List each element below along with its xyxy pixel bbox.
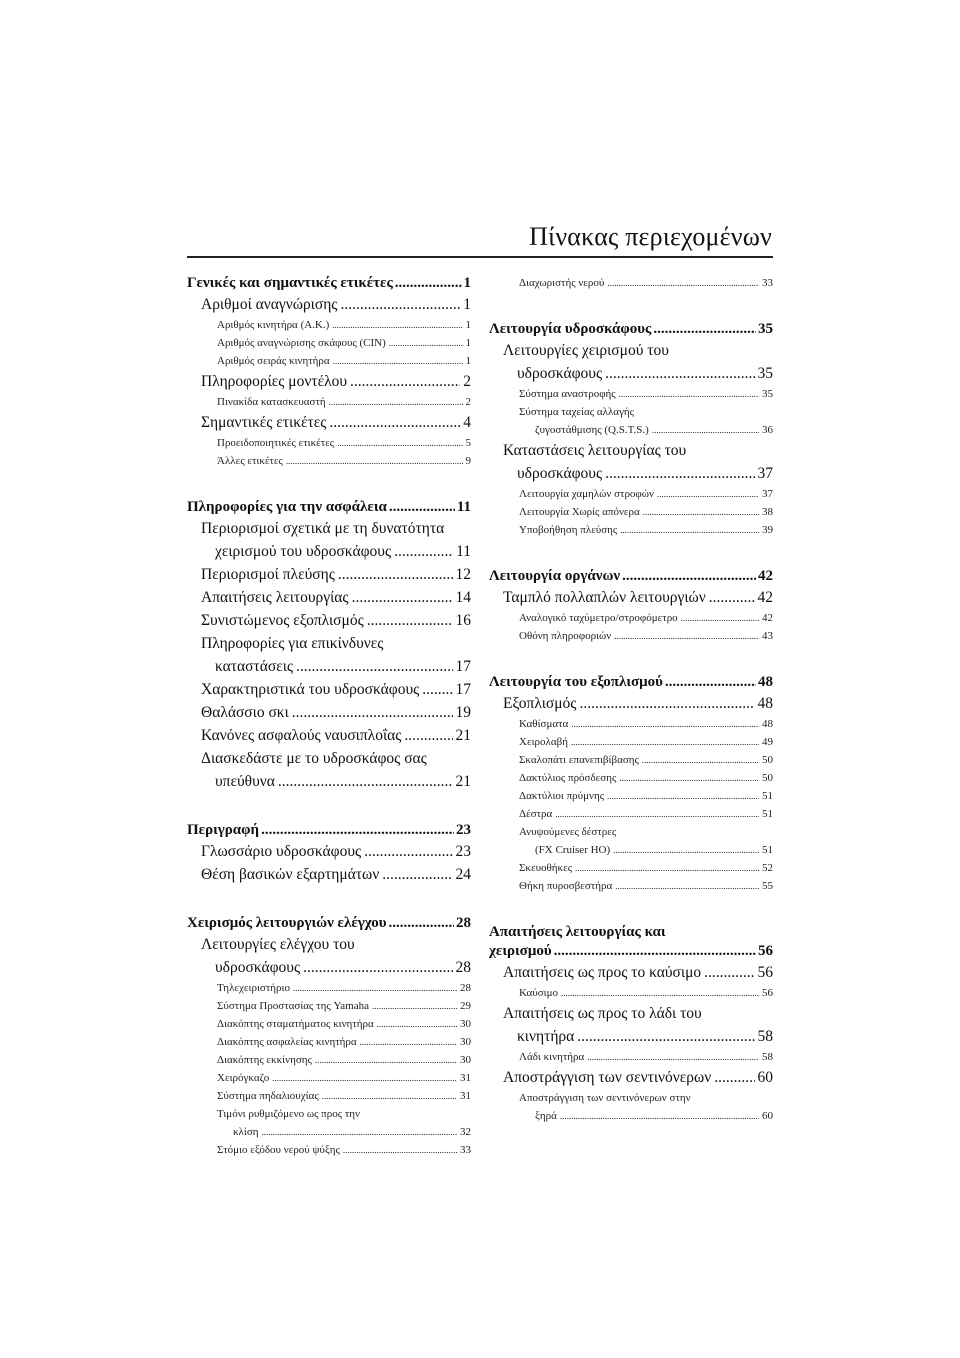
toc-subsection[interactable] [187, 352, 471, 370]
toc-entry-title: Περιορισμοί πλεύσης [201, 566, 335, 583]
toc-section[interactable] [187, 933, 471, 979]
toc-subsection[interactable] [489, 877, 773, 895]
toc-page-number: 28 [455, 959, 471, 976]
toc-entry-title: υδροσκάφους [215, 959, 301, 976]
dot-leader [395, 274, 462, 293]
toc-subsection[interactable] [489, 823, 773, 859]
section-gap [489, 292, 773, 320]
toc-subsection[interactable] [489, 751, 773, 769]
toc-page-number: 51 [762, 808, 773, 820]
dot-leader [315, 1051, 457, 1069]
dot-leader [389, 498, 455, 517]
toc-entry-title: Αποστράγγιση των σεντινόνερων [503, 1069, 712, 1086]
toc-entry-title: Αριθμός σειράς κινητήρα [217, 355, 330, 367]
toc-entry-title: Διαχωριστής νερού [519, 277, 605, 289]
toc-subsection[interactable] [489, 715, 773, 733]
dot-leader [261, 821, 454, 840]
toc-subsection[interactable] [489, 1089, 773, 1125]
toc-entry-title: Γενικές και σημαντικές ετικέτες [187, 275, 393, 291]
toc-page-number: 19 [455, 704, 471, 721]
toc-page-number: 56 [757, 964, 773, 981]
toc-entry-title: Λειτουργία υδροσκάφους [489, 321, 652, 337]
toc-entry-title: Κανόνες ασφαλούς ναυσιπλοΐας [201, 727, 402, 744]
dot-leader [272, 1069, 457, 1087]
toc-page-number: 17 [455, 658, 471, 675]
toc-entry-title: Τηλεχειριστήριο [217, 982, 290, 994]
toc-entry-title: Διακόπτης εκκίνησης [217, 1054, 312, 1066]
toc-subsection[interactable] [187, 1033, 471, 1051]
toc-section[interactable] [187, 701, 471, 724]
toc-page-number: 58 [762, 1051, 773, 1063]
toc-page-number: 4 [463, 414, 471, 431]
toc-entry-title: Πινακίδα κατασκευαστή [217, 396, 326, 408]
toc-section[interactable] [489, 439, 773, 485]
toc-page-number: 56 [758, 943, 773, 959]
toc-entry-title: κλίση [233, 1126, 259, 1138]
toc-page-number: 37 [757, 465, 773, 482]
toc-entry-title: Λάδι κινητήρα [519, 1051, 585, 1063]
dot-leader [579, 692, 754, 715]
dot-leader [367, 609, 453, 632]
toc-section[interactable] [187, 632, 471, 678]
title-rule [187, 256, 773, 258]
toc-entry-title: Σύστημα Προστασίας της Yamaha [217, 1000, 369, 1012]
toc-entry-title: Σημαντικές ετικέτες [201, 414, 327, 431]
toc-chapter[interactable] [489, 923, 773, 961]
toc-page-number: 35 [757, 365, 773, 382]
toc-page-number: 14 [455, 589, 471, 606]
dot-leader [614, 627, 759, 645]
dot-leader [665, 673, 756, 692]
toc-subsection[interactable] [187, 1087, 471, 1105]
toc-section[interactable] [187, 609, 471, 632]
dot-leader [382, 863, 452, 886]
toc-entry-title: Καταστάσεις λειτουργίας του [503, 442, 687, 459]
dot-leader [262, 1123, 457, 1141]
toc-entry-title: Σύστημα πηδαλιουχίας [217, 1090, 319, 1102]
toc-subsection[interactable] [489, 805, 773, 823]
dot-leader [575, 859, 759, 877]
toc-entry-title: υδροσκάφους [517, 465, 603, 482]
toc-chapter[interactable] [489, 673, 773, 692]
dot-leader [352, 586, 453, 609]
toc-entry-title: Χειρισμός λειτουργιών ελέγχου [187, 915, 387, 931]
dot-leader [303, 956, 452, 979]
toc-page-number: 52 [762, 862, 773, 874]
toc-entry-title: Περιγραφή [187, 822, 260, 838]
toc-entry-title: Στόμιο εξόδου νερού ψύξης [217, 1144, 340, 1156]
toc-entry-title: Εξοπλισμός [503, 695, 577, 712]
toc-entry-title: υπεύθυνα [215, 773, 275, 790]
toc-chapter[interactable] [489, 320, 773, 339]
toc-subsection[interactable] [187, 1105, 471, 1141]
page-title: Πίνακας περιεχομένων [529, 222, 772, 251]
toc-section[interactable] [187, 411, 471, 434]
dot-leader [577, 1025, 754, 1048]
toc-subsection[interactable] [489, 1048, 773, 1066]
dot-leader [286, 452, 463, 470]
dot-leader [333, 352, 463, 370]
toc-left-column [187, 274, 471, 1159]
toc-section[interactable] [187, 678, 471, 701]
toc-subsection[interactable] [489, 984, 773, 1002]
toc-page-number: 1 [465, 355, 471, 367]
toc-subsection[interactable] [187, 1069, 471, 1087]
toc-entry-title: Αριθμός αναγνώρισης σκάφους (CIN) [217, 337, 386, 349]
toc-page-number: 23 [456, 822, 471, 838]
toc-subsection[interactable] [489, 627, 773, 645]
section-gap [489, 645, 773, 673]
toc-section[interactable] [187, 747, 471, 793]
toc-page-number: 35 [758, 321, 773, 337]
toc-section[interactable] [489, 961, 773, 984]
toc-page-number: 1 [465, 319, 471, 331]
toc-entry-title: Αριθμός κινητήρα (Α.Κ.) [217, 319, 330, 331]
toc-page-number: 42 [762, 612, 773, 624]
dot-leader [607, 274, 759, 292]
toc-entry-title: Άλλες ετικέτες [217, 455, 283, 467]
dot-leader [709, 586, 755, 609]
toc-page-number: 30 [460, 1036, 471, 1048]
toc-entry-title: Θέση βασικών εξαρτημάτων [201, 866, 380, 883]
toc-page-number: 23 [455, 843, 471, 860]
toc-page-number: 11 [456, 499, 471, 515]
toc-section[interactable] [187, 370, 471, 393]
dot-leader [404, 724, 452, 747]
dot-leader [571, 715, 759, 733]
toc-page-number: 51 [762, 844, 773, 856]
dot-leader [343, 1141, 457, 1159]
toc-subsection[interactable] [489, 787, 773, 805]
toc-page-number: 30 [460, 1018, 471, 1030]
dot-leader [394, 540, 453, 563]
toc-entry-title: Δακτύλιοι πρύμνης [519, 790, 605, 802]
toc-page-number: 31 [460, 1072, 471, 1084]
toc-page-number: 56 [762, 987, 773, 999]
toc-page-number: 21 [455, 727, 471, 744]
toc-right-column [489, 274, 773, 1125]
toc-entry-title: Απαιτήσεις ως προς το λάδι του [503, 1005, 702, 1022]
toc-page-number: 29 [460, 1000, 471, 1012]
toc-entry-title: Γλωσσάριο υδροσκάφους [201, 843, 362, 860]
toc-page-number: 48 [757, 695, 773, 712]
toc-chapter[interactable] [187, 821, 471, 840]
toc-entry-title: ζυγοστάθμισης (Q.S.T.S.) [535, 424, 649, 436]
toc-entry-title: Απαιτήσεις ως προς το καύσιμο [503, 964, 702, 981]
toc-subsection[interactable] [187, 452, 471, 470]
toc-page-number: 42 [758, 568, 773, 584]
dot-leader [377, 1015, 457, 1033]
dot-leader [296, 655, 452, 678]
dot-leader [587, 1048, 759, 1066]
toc-entry-title: καταστάσεις [215, 658, 294, 675]
toc-subsection[interactable] [489, 769, 773, 787]
toc-section[interactable] [187, 563, 471, 586]
toc-entry-title: κινητήρα [517, 1028, 575, 1045]
toc-subsection[interactable] [489, 274, 773, 292]
dot-leader [607, 787, 759, 805]
toc-section[interactable] [187, 293, 471, 316]
toc-entry-title: Πληροφορίες για την ασφάλεια [187, 499, 387, 515]
toc-subsection[interactable] [489, 503, 773, 521]
toc-section[interactable] [187, 724, 471, 747]
toc-entry-title: Περιορισμοί σχετικά με τη δυνατότητα [201, 520, 445, 537]
toc-entry-title: Λειτουργία του εξοπλισμού [489, 674, 663, 690]
toc-chapter[interactable] [187, 274, 471, 293]
dot-leader [555, 805, 759, 823]
toc-entry-title: Αποστράγγιση των σεντινόνερων στην [519, 1092, 691, 1104]
dot-leader [571, 733, 759, 751]
toc-subsection[interactable] [489, 733, 773, 751]
dot-leader [389, 914, 454, 933]
toc-entry-title: Διακόπτης σταματήματος κινητήρα [217, 1018, 374, 1030]
toc-entry-title: χειρισμού του υδροσκάφους [215, 543, 392, 560]
toc-subsection[interactable] [187, 979, 471, 997]
toc-page-number: 9 [465, 455, 471, 467]
toc-entry-title: Χαρακτηριστικά του υδροσκάφους [201, 681, 420, 698]
dot-leader [704, 961, 754, 984]
toc-page-number: 37 [762, 488, 773, 500]
toc-page-number: 31 [460, 1090, 471, 1102]
toc-subsection[interactable] [489, 485, 773, 503]
toc-page-number: 1 [463, 275, 471, 291]
toc-subsection[interactable] [187, 316, 471, 334]
toc-page-number: 5 [465, 437, 471, 449]
toc-entry-title: Δέστρα [519, 808, 553, 820]
toc-subsection[interactable] [489, 521, 773, 539]
toc-subsection[interactable] [187, 1141, 471, 1159]
toc-subsection[interactable] [187, 1015, 471, 1033]
toc-entry-title: Θαλάσσιο σκι [201, 704, 289, 721]
toc-page-number: 55 [762, 880, 773, 892]
toc-entry-title: Ταμπλό πολλαπλών λειτουργιών [503, 589, 706, 606]
toc-entry-title: Απαιτήσεις λειτουργίας [201, 589, 349, 606]
toc-entry-title: Ανυψούμενες δέστρες [519, 826, 617, 838]
toc-subsection[interactable] [187, 334, 471, 352]
toc-entry-title: υδροσκάφους [517, 365, 603, 382]
dot-leader [329, 393, 463, 411]
toc-subsection[interactable] [489, 859, 773, 877]
dot-leader [560, 1107, 759, 1125]
section-gap [489, 895, 773, 923]
toc-page-number: 1 [465, 337, 471, 349]
toc-page-number: 12 [455, 566, 471, 583]
toc-section[interactable] [489, 1002, 773, 1048]
toc-page-number: 42 [757, 589, 773, 606]
dot-leader [657, 485, 759, 503]
toc-page-number: 48 [758, 674, 773, 690]
section-gap [187, 470, 471, 498]
toc-entry-title: Λειτουργία οργάνων [489, 568, 621, 584]
dot-leader [422, 678, 452, 701]
toc-entry-title: (FX Cruiser HO) [535, 844, 611, 856]
toc-subsection[interactable] [187, 393, 471, 411]
toc-entry-title: Λειτουργία χαμηλών στροφών [519, 488, 654, 500]
toc-entry-title: Λειτουργίες χειρισμού του [503, 342, 669, 359]
toc-entry-title: Συνιστώμενος εξοπλισμός [201, 612, 364, 629]
dot-leader [615, 877, 759, 895]
dot-leader [554, 942, 756, 961]
dot-leader [372, 997, 457, 1015]
toc-page-number: 50 [762, 754, 773, 766]
toc-entry-title: Διασκεδάστε με το υδροσκάφος σας [201, 750, 427, 767]
toc-page-number: 33 [460, 1144, 471, 1156]
toc-subsection[interactable] [489, 609, 773, 627]
dot-leader [340, 293, 460, 316]
dot-leader [350, 370, 460, 393]
toc-entry-title: Σκαλοπάτι επανεπιβίβασης [519, 754, 639, 766]
toc-page-number: 28 [460, 982, 471, 994]
toc-section[interactable] [489, 339, 773, 385]
toc-page-number: 32 [460, 1126, 471, 1138]
toc-entry-title: ξηρά [535, 1110, 557, 1122]
toc-entry-title: Προειδοποιητικές ετικέτες [217, 437, 335, 449]
toc-entry-title: Τιμόνι ρυθμιζόμενο ως προς την [217, 1108, 360, 1120]
dot-leader [620, 521, 759, 539]
toc-page-number: 49 [762, 736, 773, 748]
toc-entry-title: Δακτύλιος πρόσδεσης [519, 772, 617, 784]
dot-leader [329, 411, 460, 434]
toc-entry-title: Σύστημα αναστροφής [519, 388, 616, 400]
toc-page-number: 43 [762, 630, 773, 642]
dot-leader [652, 421, 759, 439]
section-gap [187, 793, 471, 821]
toc-entry-title: χειρισμού [489, 943, 552, 959]
toc-page-number: 39 [762, 524, 773, 536]
toc-entry-title: Διακόπτης ασφαλείας κινητήρα [217, 1036, 357, 1048]
toc-page-number: 33 [762, 277, 773, 289]
toc-subsection[interactable] [187, 434, 471, 452]
toc-page-number: 51 [762, 790, 773, 802]
toc-page-number: 2 [463, 373, 471, 390]
toc-page-number: 48 [762, 718, 773, 730]
toc-section[interactable] [187, 863, 471, 886]
toc-page-number: 38 [762, 506, 773, 518]
toc-subsection[interactable] [489, 385, 773, 403]
toc-page-number: 60 [762, 1110, 773, 1122]
dot-leader [619, 385, 759, 403]
dot-leader [337, 434, 462, 452]
toc-entry-title: Πληροφορίες για επικίνδυνες [201, 635, 384, 652]
section-gap [489, 539, 773, 567]
toc-entry-title: Χειρόγκαζο [217, 1072, 270, 1084]
toc-chapter[interactable] [187, 914, 471, 933]
toc-section[interactable] [489, 692, 773, 715]
toc-entry-title: Αναλογικό ταχύμετρο/στροφόμετρο [519, 612, 678, 624]
dot-leader [681, 609, 759, 627]
toc-page-number: 35 [762, 388, 773, 400]
toc-chapter[interactable] [489, 567, 773, 586]
toc-entry-title: Λειτουργία Χωρίς απόνερα [519, 506, 640, 518]
dot-leader [332, 316, 462, 334]
toc-page-number: 16 [455, 612, 471, 629]
dot-leader [338, 563, 453, 586]
toc-entry-title: Χειρολαβή [519, 736, 568, 748]
toc-entry-title: Αριθμοί αναγνώρισης [201, 296, 338, 313]
toc-page-number: 30 [460, 1054, 471, 1066]
toc-entry-title: Απαιτήσεις λειτουργίας και [489, 924, 666, 940]
dot-leader [642, 751, 759, 769]
dot-leader [605, 362, 754, 385]
dot-leader [322, 1087, 457, 1105]
toc-page-number: 17 [455, 681, 471, 698]
toc-entry-title: Καύσιμο [519, 987, 559, 999]
dot-leader [360, 1033, 457, 1051]
toc-subsection[interactable] [489, 403, 773, 439]
toc-entry-title: Θήκη πυροσβεστήρα [519, 880, 613, 892]
toc-page-number: 21 [455, 773, 471, 790]
dot-leader [714, 1066, 754, 1089]
dot-leader [364, 840, 452, 863]
dot-leader [643, 503, 759, 521]
toc-chapter[interactable] [187, 498, 471, 517]
toc-section[interactable] [187, 517, 471, 563]
toc-page-number: 11 [456, 543, 471, 560]
dot-leader [389, 334, 463, 352]
toc-entry-title: Υποβοήθηση πλεύσης [519, 524, 618, 536]
toc-entry-title: Καθίσματα [519, 718, 569, 730]
section-gap [187, 886, 471, 914]
toc-section[interactable] [187, 586, 471, 609]
toc-subsection[interactable] [187, 1051, 471, 1069]
toc-page-number: 36 [762, 424, 773, 436]
dot-leader [653, 320, 756, 339]
toc-page-number: 50 [762, 772, 773, 784]
dot-leader [613, 841, 759, 859]
dot-leader [619, 769, 759, 787]
toc-page-number: 1 [463, 296, 471, 313]
toc-entry-title: Οθόνη πληροφοριών [519, 630, 612, 642]
toc-page-number: 24 [455, 866, 471, 883]
dot-leader [278, 770, 453, 793]
toc-section[interactable] [489, 1066, 773, 1089]
toc-section[interactable] [187, 840, 471, 863]
dot-leader [561, 984, 759, 1002]
dot-leader [292, 701, 453, 724]
toc-entry-title: Λειτουργίες ελέγχου του [201, 936, 355, 953]
toc-entry-title: Πληροφορίες μοντέλου [201, 373, 348, 390]
dot-leader [622, 567, 756, 586]
dot-leader [605, 462, 754, 485]
toc-page-number: 58 [757, 1028, 773, 1045]
toc-entry-title: Σκευοθήκες [519, 862, 573, 874]
toc-page-number: 60 [757, 1069, 773, 1086]
toc-entry-title: Σύστημα ταχείας αλλαγής [519, 406, 635, 418]
toc-page-number: 2 [465, 396, 471, 408]
toc-subsection[interactable] [187, 997, 471, 1015]
dot-leader [293, 979, 457, 997]
toc-section[interactable] [489, 586, 773, 609]
toc-page-number: 28 [456, 915, 471, 931]
